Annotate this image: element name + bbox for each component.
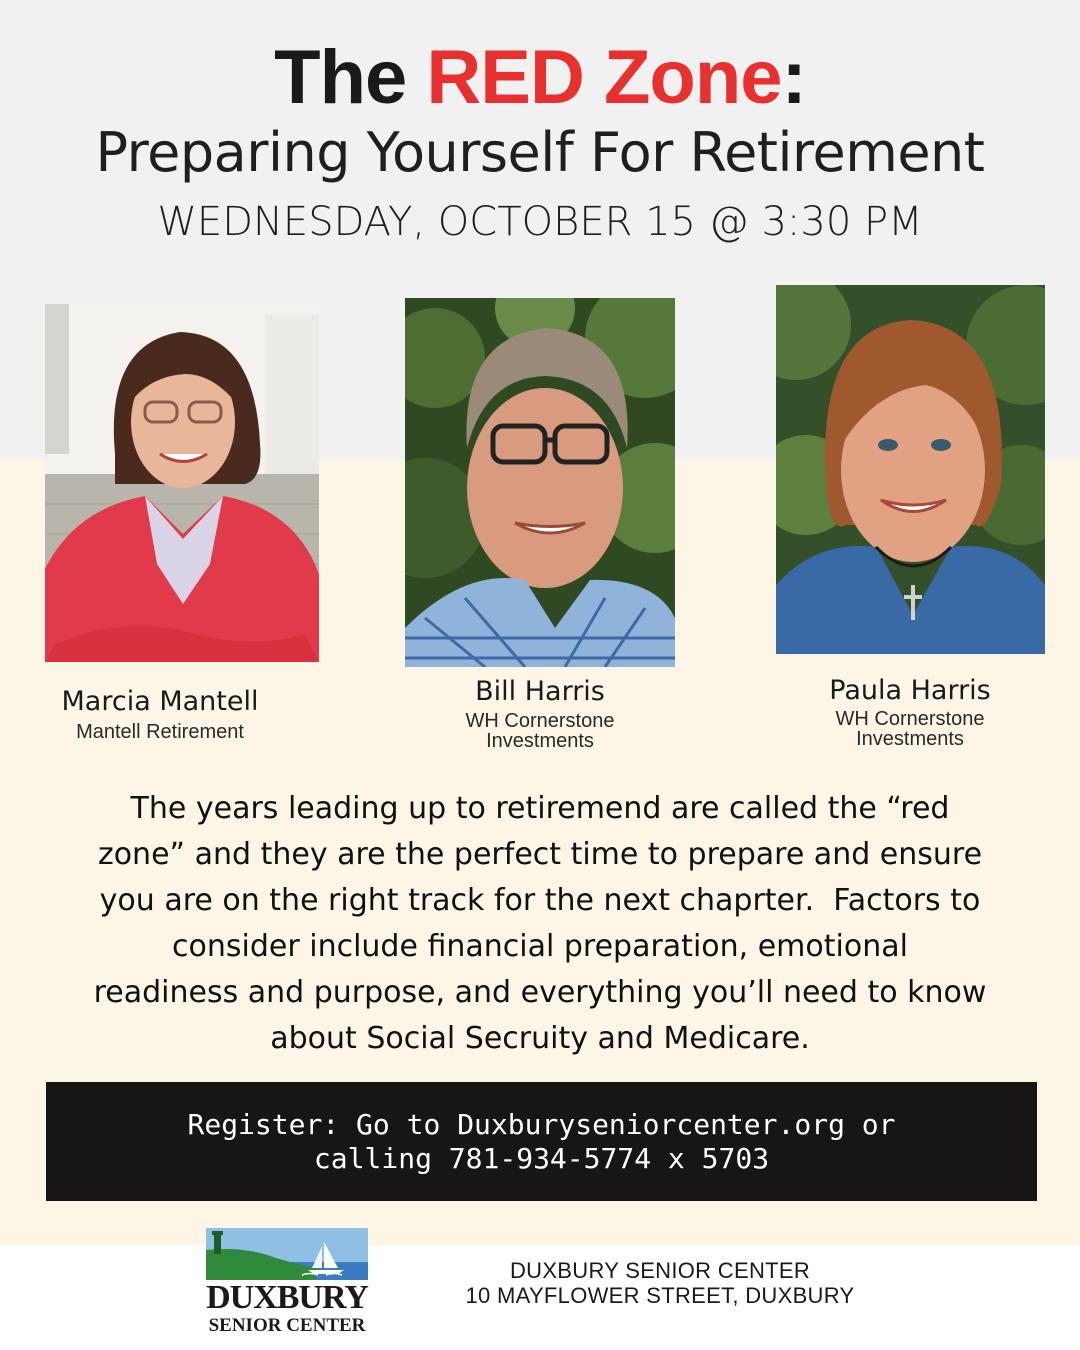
logo-wordmark: DUXBURY — [206, 1279, 368, 1316]
register-line-phone: calling 781-934-5774 x 5703 — [313, 1141, 770, 1175]
title-highlight: RED Zone — [426, 35, 782, 120]
description-line: you are on the right track for the next chaprter. Factors to — [99, 883, 981, 918]
logo-subtitle: SENIOR CENTER — [208, 1315, 366, 1336]
venue-street: 10 MAYFLOWER STREET, DUXBURY — [465, 1283, 855, 1308]
register-banner — [46, 1082, 1037, 1201]
speaker-photo-paula — [776, 285, 1045, 654]
description-line: about Social Secruity and Medicare. — [270, 1021, 810, 1056]
venue-name: DUXBURY SENIOR CENTER — [509, 1258, 811, 1283]
speaker-name-bill: Bill Harris — [475, 676, 605, 707]
speaker-org-paula-line2: Investments — [856, 728, 964, 750]
description-line: zone” and they are the perfect time to prepare and ensure — [97, 837, 983, 872]
title-prefix: The — [274, 35, 407, 120]
description-line: consider include financial preparation, emotional — [172, 929, 908, 964]
duxbury-logo — [204, 1228, 370, 1336]
register-line-website: Register: Go to Duxburyseniorcenter.org or — [187, 1107, 896, 1141]
register-text — [182, 1108, 902, 1176]
speaker-org-paula-line1: WH Cornerstone — [835, 708, 985, 730]
speaker-org-bill-line1: WH Cornerstone — [465, 710, 615, 732]
speaker-photo-marcia — [45, 304, 319, 662]
event-title — [0, 35, 1080, 120]
event-subtitle: Preparing Yourself For Retirement — [95, 121, 985, 184]
description-line: The years leading up to retiremend are called the “red — [130, 791, 950, 826]
event-datetime: WEDNESDAY, OCTOBER 15 @ 3:30 PM — [157, 199, 923, 245]
speaker-org-bill-line2: Investments — [486, 730, 594, 752]
description-line: readiness and purpose, and everything you’ll need to know — [93, 975, 987, 1010]
speaker-org-marcia: Mantell Retirement — [76, 721, 244, 743]
speaker-name-marcia: Marcia Mantell — [61, 686, 259, 717]
title-suffix: : — [781, 35, 806, 120]
venue-address — [440, 1258, 880, 1308]
event-description — [60, 786, 1020, 1062]
speaker-photo-bill — [405, 298, 675, 667]
speaker-name-paula: Paula Harris — [829, 675, 991, 706]
lighthouse-sailboat-icon — [206, 1228, 368, 1280]
